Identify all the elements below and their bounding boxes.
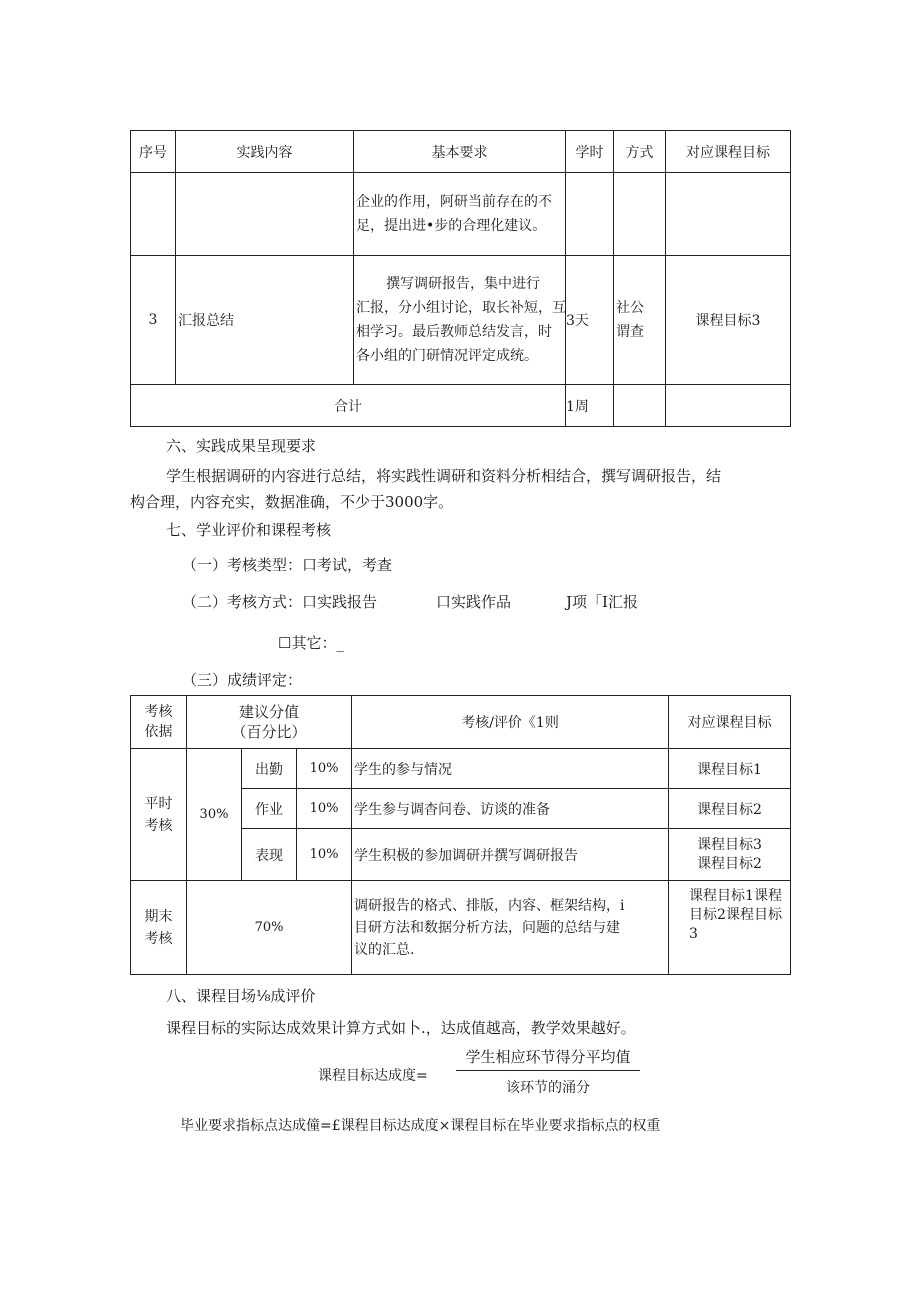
exam-method: （二）考核方式：口实践报告 [182,593,378,611]
final-goal-line: 3 [689,926,698,942]
header-requirement: 基本要求 [354,131,566,173]
formula-numerator: 学生相应环节得分平均值 [456,1046,640,1071]
row3-goal: 课程目标3 [666,256,791,385]
criteria-homework: 学生参与调杳问卷、访谈的准备 [352,789,669,829]
item-homework: 作业 [242,789,297,829]
usual-pct: 30% [187,749,242,881]
method-line: 谓查 [616,324,644,340]
row3-requirement [354,256,566,385]
final-line: 期末 [144,908,173,925]
req-line: 相学习。最后教师总结发言，时 [356,324,552,340]
exam-method-2: 口实践作品 [436,593,512,611]
goal-line: 课程目标1 [697,761,762,778]
cell-empty [666,173,791,256]
h-goal: 对应课程目标 [669,696,791,749]
h-basis-line: 考核 [144,704,173,720]
criteria-attendance: 学生的参与情况 [352,749,669,789]
section6-line2: 构合理，内容充实，数据准确，不少于3000字。 [130,493,454,511]
goal-attendance [669,749,791,789]
grading-title: （三）成绩评定： [182,671,303,689]
item-performance: 表现 [242,829,297,881]
total-hours: 1周 [566,385,614,427]
section6-title: 六、实践成果呈现要求 [166,437,317,455]
pct-homework: 10% [297,789,352,829]
goal-homework [669,789,791,829]
row3-hours: 3天 [566,256,614,385]
section8-title: 八、课程目场⅛成评价 [166,987,316,1005]
header-hours: 学时 [566,131,614,173]
header-goal: 对应课程目标 [666,131,791,173]
final-line: 考核 [144,930,173,947]
formula-denominator: 该环节的涌分 [506,1080,590,1096]
usual-line: 考核 [144,817,173,834]
cell-empty [131,173,176,256]
cell-empty [666,385,791,427]
h-basis-line: 依据 [144,724,173,740]
h-score-line: （百分比） [231,723,307,741]
final-pct: 70% [187,881,352,975]
exam-method-3: J项「I汇报 [566,593,638,611]
row3-no: 3 [131,256,176,385]
row3-method [614,256,666,385]
cell-empty [614,385,666,427]
final-criteria-line: 目研方法和数据分析方法，问题的总结与建 [354,919,621,936]
row3-content: 汇报总结 [176,256,354,385]
item-attendance: 出勤 [242,749,297,789]
cell-empty [566,173,614,256]
exam-other: ☐其它：_ [278,634,344,652]
req-line: 足，提出进•步的合理化建议。 [356,218,547,234]
formula-2: 毕业要求指标点达成僮=£课程目标达成度×课程目标在毕业要求指标点的权重 [180,1118,661,1134]
final-goal-line: 课程目标1课程 [689,888,782,904]
req-line: 企业的作用，阿研当前存在的不 [356,194,552,210]
goal-line: 课程目标2 [697,801,762,818]
goal-line: 课程目标3 [697,836,762,853]
criteria-performance: 学生积极的参加调研并撰写调研报告 [352,829,669,881]
usual-label [131,749,187,881]
goal-performance [669,829,791,881]
h-score [187,696,352,749]
final-criteria [352,881,669,975]
pct-attendance: 10% [297,749,352,789]
final-criteria-line: 议的汇总. [354,941,415,958]
pct-performance: 10% [297,829,352,881]
h-basis [131,696,187,749]
cell-empty [614,173,666,256]
final-goal-line: 目标2课程目标 [689,907,782,923]
section8-intro: 课程目标的实际达成效果计算方式如卜.，达成值越高，教学效果越好。 [166,1019,636,1037]
cell-requirement-cont [354,173,566,256]
req-line: 各小组的门研情况评定成统。 [356,348,538,364]
header-content: 实践内容 [176,131,354,173]
exam-type: （一）考核类型：口考试，考查 [182,556,393,574]
grading-table [130,695,791,975]
final-goal [669,881,791,975]
h-score-line: 建议分值 [239,703,300,721]
total-label: 合计 [131,385,566,427]
formula-label: 课程目标达成度= [318,1068,428,1084]
req-line: 汇报，分小组讨论，取长补短，互 [356,300,566,316]
final-criteria-line: 调研报告的格式、排版，内容、框架结构，i [354,897,625,914]
usual-line: 平时 [144,795,173,812]
req-line: 撰写调研报告，集中进行 [386,276,540,292]
h-criteria: 考核/评价《1则 [352,696,669,749]
header-no: 序号 [131,131,176,173]
header-method: 方式 [614,131,666,173]
goal-line: 课程目标2 [697,855,762,872]
section6-line1: 学生根据调研的内容进行总结，将实践性调研和资料分析相结合，撰写调研报告，结 [166,467,722,485]
method-line: 社公 [616,300,644,316]
section7-title: 七、学业评价和课程考核 [166,521,332,539]
cell-empty [176,173,354,256]
practice-table [130,130,791,427]
final-label [131,881,187,975]
